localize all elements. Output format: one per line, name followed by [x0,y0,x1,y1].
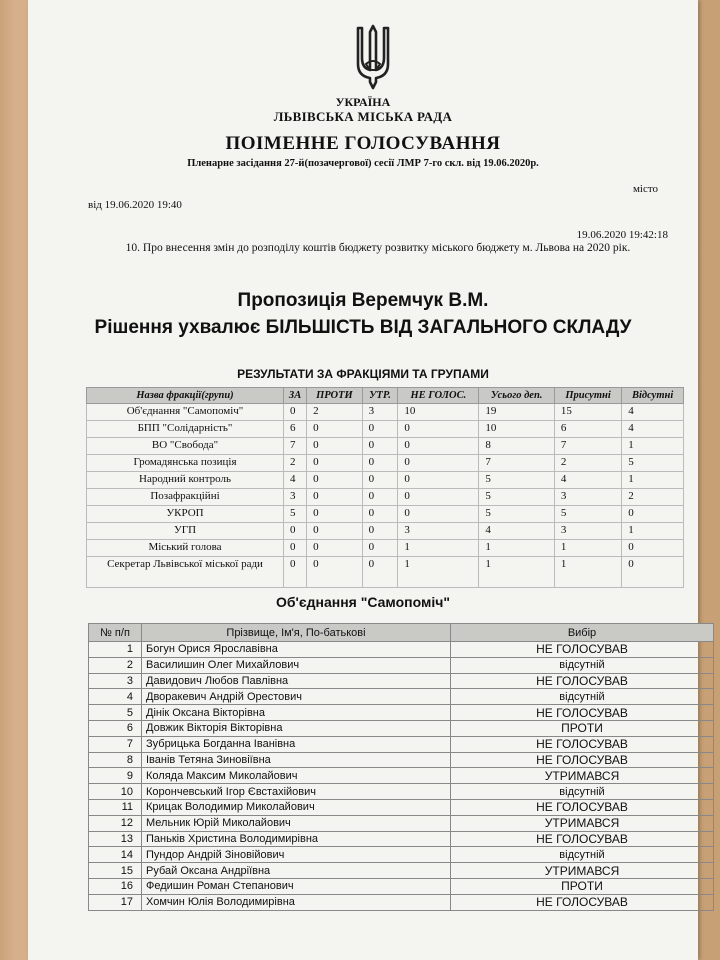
from-date: від 19.06.2020 19:40 [88,199,182,211]
table-row [89,642,714,658]
vote-count-cell: 4 [622,404,684,421]
member-choice: УТРИМАВСЯ [451,768,714,784]
vote-count-cell: 0 [307,438,363,455]
vote-count-cell: 2 [307,404,363,421]
vote-count-cell: 1 [398,557,479,588]
member-name: Корончевський Ігор Євстахійович [142,784,451,800]
member-votes-table [88,623,714,911]
table-row [89,752,714,768]
column-header: УТР. [362,388,398,404]
table-row [87,421,684,438]
vote-count-cell: 0 [307,455,363,472]
vote-count-cell: 5 [622,455,684,472]
vote-count-cell: 0 [362,438,398,455]
vote-count-cell: 0 [362,489,398,506]
session-info: Пленарне засідання 27-й(позачергової) сесії ЛМР 7-го скл. від 19.06.2020р. [187,158,539,169]
column-header: Прізвище, Ім'я, По-батькові [142,624,451,642]
vote-count-cell: 1 [479,557,555,588]
member-number: 10 [89,784,142,800]
column-header: Назва фракції(групи) [87,388,284,404]
faction-results-table [86,387,684,588]
agenda-item: 10. Про внесення змін до розподілу коштів бюджету розвитку міського бюджету м. Львова на 2020 рік. [125,242,631,254]
table-row [87,506,684,523]
table-row [87,472,684,489]
vote-count-cell: 2 [622,489,684,506]
member-name: Крицак Володимир Миколайович [142,799,451,815]
table-row [89,720,714,736]
member-name: Хомчин Юлія Володимирівна [142,894,451,910]
column-header: Відсутні [622,388,684,404]
vote-count-cell: 0 [362,540,398,557]
table-row [89,799,714,815]
member-name: Іванів Тетяна Зиновіївна [142,752,451,768]
vote-count-cell: 10 [398,404,479,421]
member-name: Зубрицька Богданна Іванівна [142,736,451,752]
vote-count-cell: 6 [554,421,621,438]
faction-name: УКРОП [87,506,284,523]
vote-count-cell: 3 [398,523,479,540]
vote-count-cell: 3 [554,489,621,506]
vote-count-cell: 1 [554,557,621,588]
vote-count-cell: 1 [398,540,479,557]
city-label: місто [632,183,658,195]
column-header: НЕ ГОЛОС. [398,388,479,404]
vote-count-cell: 0 [398,421,479,438]
member-choice: НЕ ГОЛОСУВАВ [451,799,714,815]
vote-count-cell: 0 [362,421,398,438]
member-name: Паньків Христина Володимирівна [142,831,451,847]
vote-count-cell: 0 [307,472,363,489]
member-number: 15 [89,863,142,879]
table-row [89,657,714,673]
vote-count-cell: 0 [398,438,479,455]
table-row [89,768,714,784]
vote-count-cell: 0 [284,523,307,540]
member-number: 14 [89,847,142,863]
member-number: 4 [89,689,142,705]
vote-count-cell: 5 [479,506,555,523]
member-number: 12 [89,815,142,831]
member-name: Коляда Максим Миколайович [142,768,451,784]
member-number: 7 [89,736,142,752]
vote-count-cell: 1 [554,540,621,557]
member-choice: ПРОТИ [451,720,714,736]
coat-of-arms-trident-icon [350,24,396,90]
vote-count-cell: 15 [554,404,621,421]
document-page [28,0,698,960]
column-header: ЗА [284,388,307,404]
vote-count-cell: 2 [284,455,307,472]
table-row [87,540,684,557]
vote-count-cell: 1 [622,523,684,540]
vote-count-cell: 3 [362,404,398,421]
faction-name: Громадянська позиція [87,455,284,472]
proposal-title: Пропозиція Веремчук В.М. [237,290,489,311]
vote-count-cell: 4 [554,472,621,489]
vote-count-cell: 0 [362,506,398,523]
vote-count-cell: 0 [398,455,479,472]
member-number: 17 [89,894,142,910]
table-row [89,784,714,800]
member-number: 8 [89,752,142,768]
vote-count-cell: 0 [398,489,479,506]
vote-count-cell: 0 [307,557,363,588]
member-choice: відсутній [451,784,714,800]
column-header: Усього деп. [479,388,555,404]
faction-name: ВО "Свобода" [87,438,284,455]
vote-count-cell: 0 [284,557,307,588]
faction-name: БПП "Солідарність" [87,421,284,438]
country-label: УКРАЇНА [335,95,391,109]
vote-count-cell: 0 [307,540,363,557]
vote-count-cell: 5 [284,506,307,523]
vote-count-cell: 0 [362,472,398,489]
faction-section-title: Об'єднання "Самопоміч" [276,594,450,610]
member-choice: відсутній [451,657,714,673]
table-header-row [87,388,684,404]
table-row [87,489,684,506]
faction-name: УГП [87,523,284,540]
vote-count-cell: 10 [479,421,555,438]
member-number: 3 [89,673,142,689]
vote-count-cell: 0 [362,557,398,588]
table-row [87,523,684,540]
member-name: Мельник Юрій Миколайович [142,815,451,831]
table-row [89,705,714,721]
member-choice: НЕ ГОЛОСУВАВ [451,831,714,847]
faction-name: Секретар Львівської міської ради [87,557,284,588]
member-name: Дворакевич Андрій Орестович [142,689,451,705]
table-row [87,438,684,455]
column-header: Вибір [451,624,714,642]
member-number: 1 [89,642,142,658]
member-name: Федишин Роман Степанович [142,878,451,894]
member-name: Дінік Оксана Вікторівна [142,705,451,721]
vote-count-cell: 3 [554,523,621,540]
member-choice: відсутній [451,689,714,705]
member-choice: НЕ ГОЛОСУВАВ [451,752,714,768]
vote-count-cell: 0 [398,472,479,489]
member-number: 6 [89,720,142,736]
printed-time: 19.06.2020 19:42:18 [576,229,668,241]
vote-count-cell: 7 [479,455,555,472]
member-choice: НЕ ГОЛОСУВАВ [451,673,714,689]
document-title: ПОІМЕННЕ ГОЛОСУВАННЯ [225,133,501,154]
vote-count-cell: 0 [284,404,307,421]
table-row [89,736,714,752]
table-row [89,689,714,705]
column-header: ПРОТИ [307,388,363,404]
member-name: Пундор Андрій Зіновійович [142,847,451,863]
member-choice: НЕ ГОЛОСУВАВ [451,705,714,721]
vote-count-cell: 0 [284,540,307,557]
results-title: РЕЗУЛЬТАТИ ЗА ФРАКЦІЯМИ ТА ГРУПАМИ [237,367,489,381]
member-number: 13 [89,831,142,847]
member-choice: НЕ ГОЛОСУВАВ [451,736,714,752]
vote-count-cell: 7 [284,438,307,455]
table-row [87,404,684,421]
faction-name: Народний контроль [87,472,284,489]
table-row [89,847,714,863]
vote-count-cell: 0 [307,506,363,523]
table-row [89,815,714,831]
vote-count-cell: 4 [479,523,555,540]
member-choice: відсутній [451,847,714,863]
column-header: Присутні [554,388,621,404]
vote-count-cell: 0 [398,506,479,523]
vote-count-cell: 1 [622,438,684,455]
column-header: № п/п [89,624,142,642]
vote-count-cell: 0 [362,523,398,540]
member-name: Давидович Любов Павлівна [142,673,451,689]
vote-count-cell: 7 [554,438,621,455]
vote-count-cell: 8 [479,438,555,455]
vote-count-cell: 1 [479,540,555,557]
member-number: 9 [89,768,142,784]
decision-title: Рішення ухвалює БІЛЬШІСТЬ ВІД ЗАГАЛЬНОГО СКЛАДУ [94,317,632,338]
member-name: Довжик Вікторія Вікторівна [142,720,451,736]
vote-count-cell: 19 [479,404,555,421]
member-choice: НЕ ГОЛОСУВАВ [451,642,714,658]
vote-count-cell: 0 [307,421,363,438]
member-number: 5 [89,705,142,721]
vote-count-cell: 3 [284,489,307,506]
table-row [89,863,714,879]
vote-count-cell: 2 [554,455,621,472]
council-name: ЛЬВІВСЬКА МІСЬКА РАДА [273,109,453,124]
member-choice: УТРИМАВСЯ [451,863,714,879]
member-number: 16 [89,878,142,894]
vote-count-cell: 1 [622,472,684,489]
vote-count-cell: 4 [622,421,684,438]
vote-count-cell: 0 [622,540,684,557]
vote-count-cell: 4 [284,472,307,489]
member-choice: ПРОТИ [451,878,714,894]
member-name: Рубай Оксана Андріївна [142,863,451,879]
vote-count-cell: 0 [362,455,398,472]
member-number: 11 [89,799,142,815]
faction-name: Позафракційні [87,489,284,506]
vote-count-cell: 6 [284,421,307,438]
vote-count-cell: 5 [554,506,621,523]
vote-count-cell: 0 [622,506,684,523]
vote-count-cell: 0 [307,523,363,540]
table-header-row [89,624,714,642]
faction-name: Об'єднання "Самопоміч" [87,404,284,421]
member-name: Василишин Олег Михайлович [142,657,451,673]
vote-count-cell: 0 [307,489,363,506]
vote-count-cell: 5 [479,489,555,506]
member-number: 2 [89,657,142,673]
table-row [89,673,714,689]
table-row [89,831,714,847]
member-choice: УТРИМАВСЯ [451,815,714,831]
member-name: Богун Орися Ярославівна [142,642,451,658]
vote-count-cell: 0 [622,557,684,588]
member-choice: НЕ ГОЛОСУВАВ [451,894,714,910]
table-row [89,894,714,910]
table-row [89,878,714,894]
table-row [87,455,684,472]
table-row [87,557,684,588]
faction-name: Міський голова [87,540,284,557]
vote-count-cell: 5 [479,472,555,489]
